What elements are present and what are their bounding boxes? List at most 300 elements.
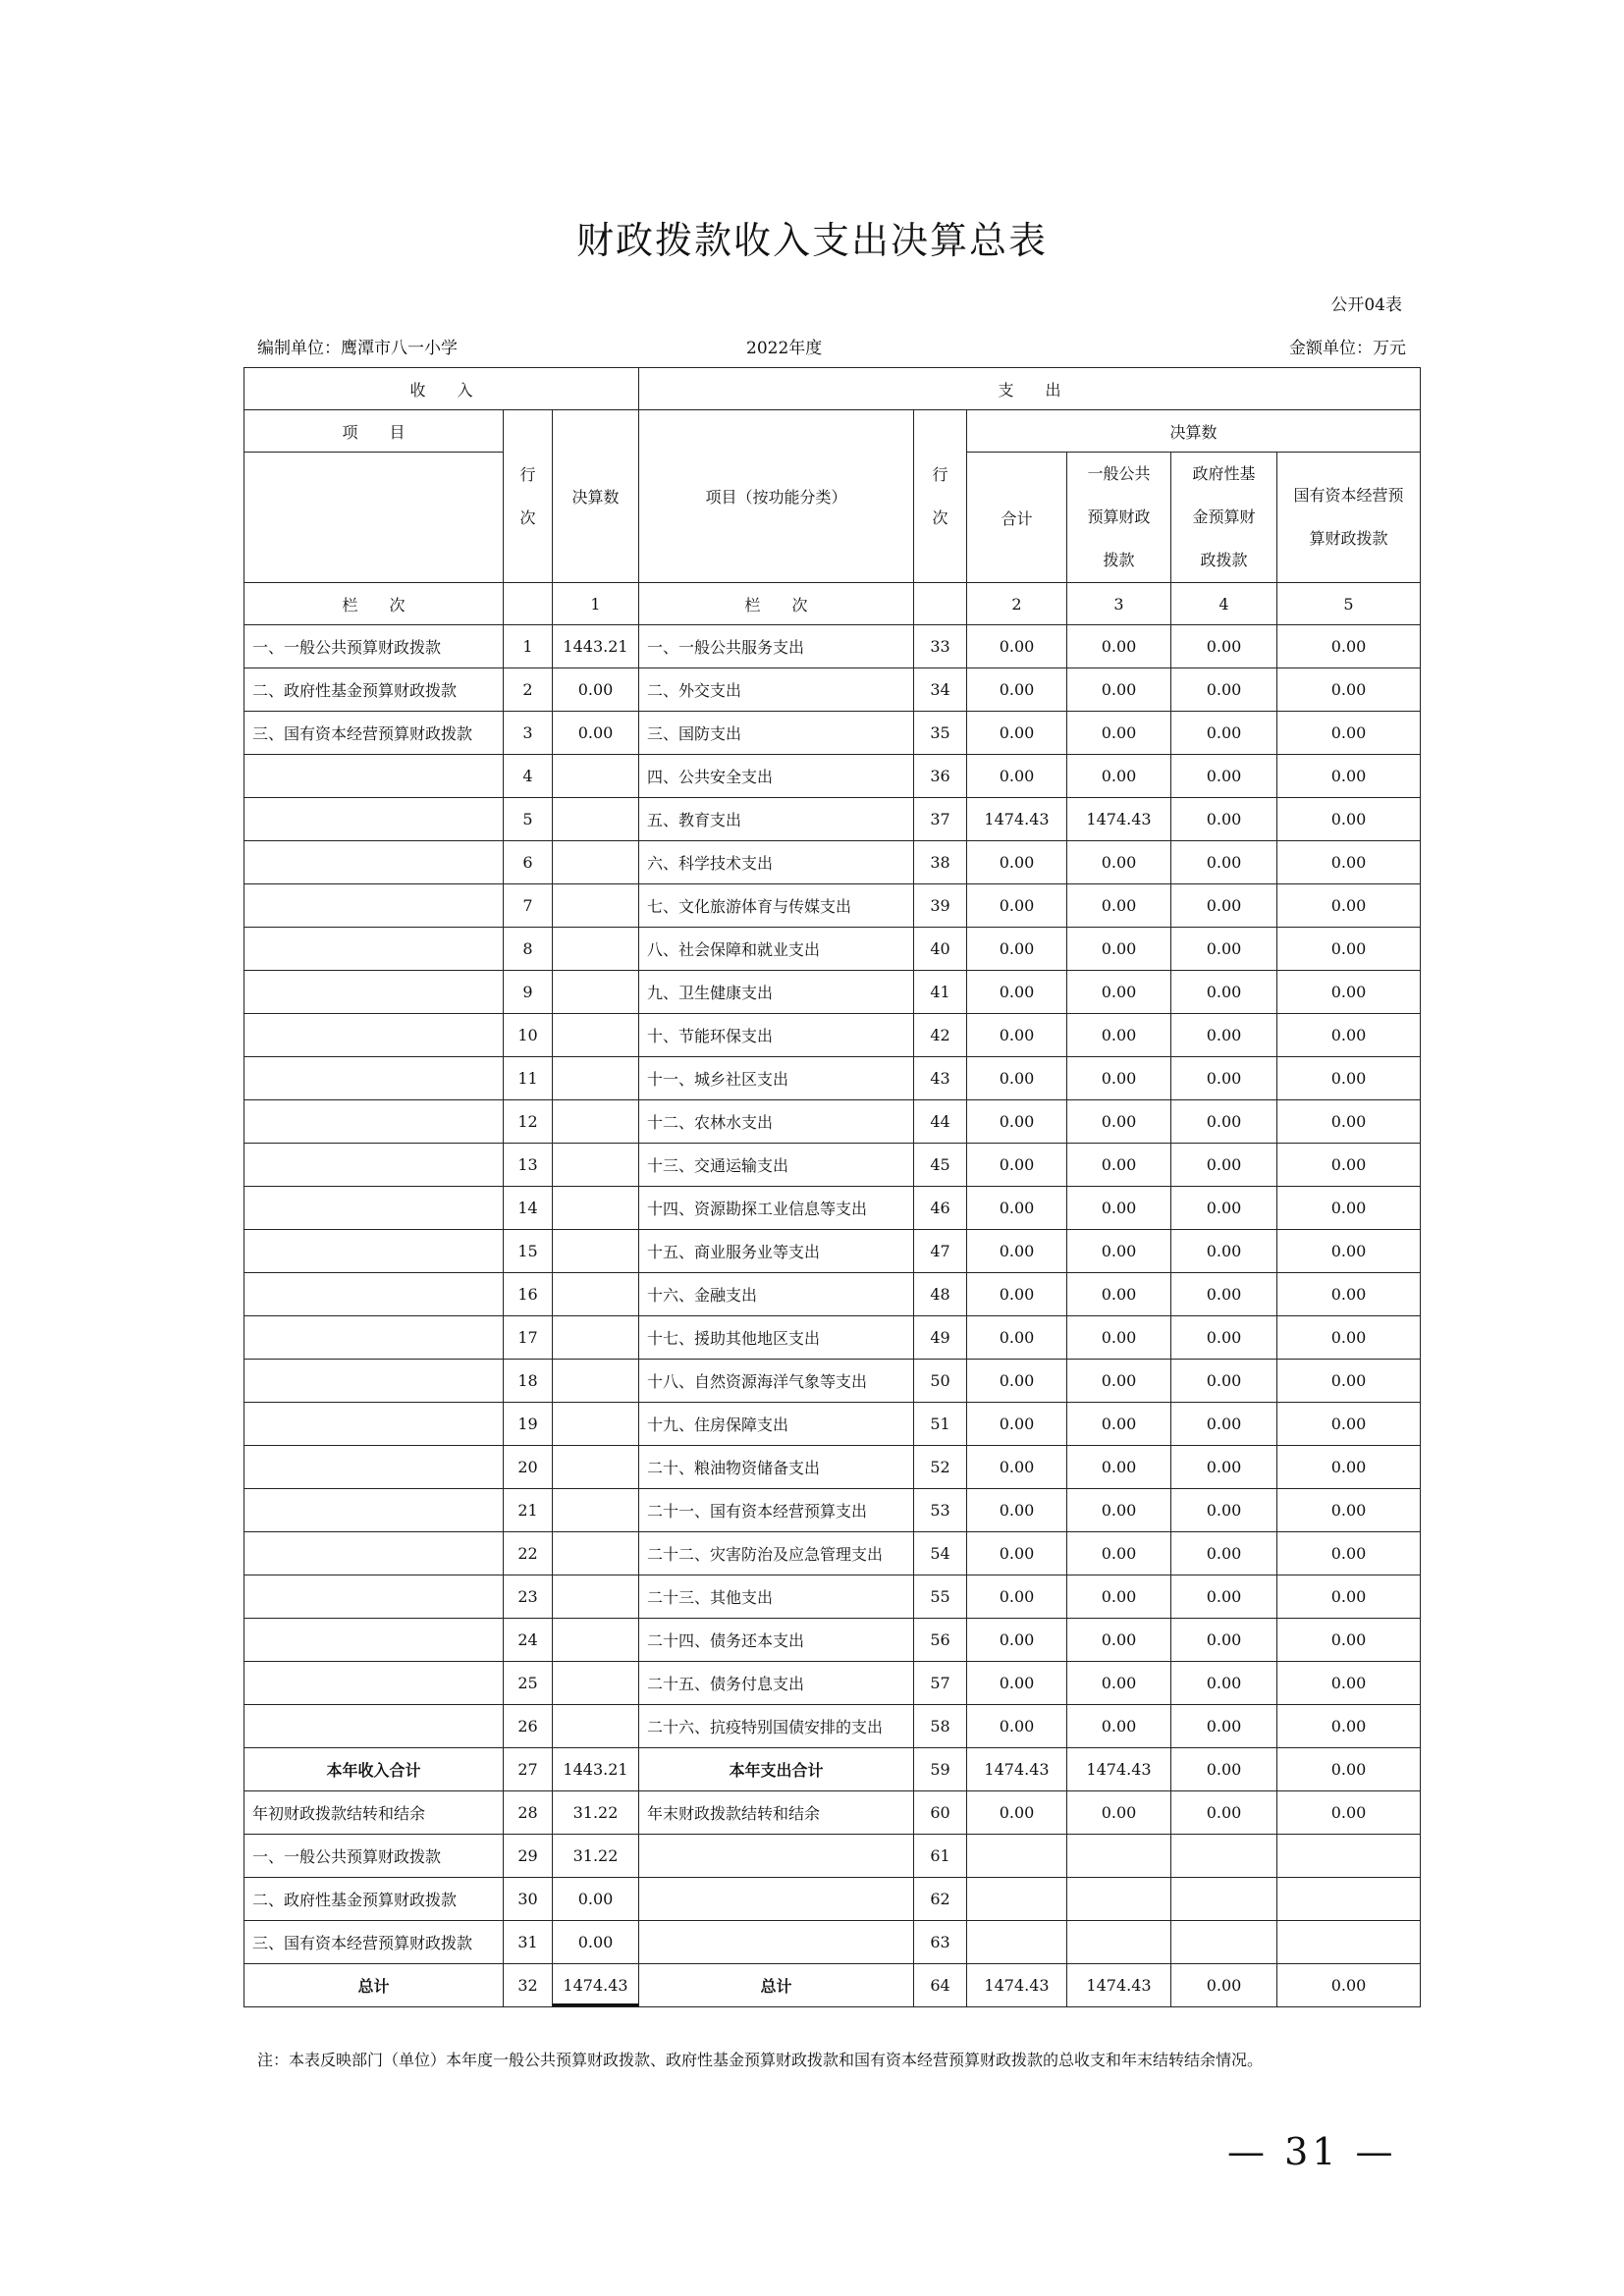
table-row: [244, 1273, 1421, 1316]
income-amount: [553, 1057, 639, 1100]
expense-fund: [1171, 1878, 1277, 1921]
expense-total: 0.00: [967, 884, 1067, 928]
settlement-table: [244, 367, 1421, 2007]
expense-row-no: 46: [914, 1187, 967, 1230]
income-row-no: 6: [504, 841, 553, 884]
income-item: [244, 1014, 504, 1057]
income-item: 总计: [244, 1964, 504, 2007]
summary-row: [244, 1835, 1421, 1878]
expense-row-no: 64: [914, 1964, 967, 2007]
income-amount: [553, 1403, 639, 1446]
expense-soe: 0.00: [1277, 1705, 1421, 1748]
income-row-no: 23: [504, 1575, 553, 1619]
expense-fund: 0.00: [1171, 1316, 1277, 1360]
income-item: [244, 1273, 504, 1316]
expense-row-no: 40: [914, 928, 967, 971]
income-row-no: 12: [504, 1100, 553, 1144]
expense-soe: 0.00: [1277, 841, 1421, 884]
income-row-no: 28: [504, 1791, 553, 1835]
expense-general: 0.00: [1067, 928, 1171, 971]
amount-header: 决算数: [553, 410, 639, 583]
income-row-no: 32: [504, 1964, 553, 2007]
table-row: [244, 755, 1421, 798]
expense-total: 0.00: [967, 1446, 1067, 1489]
table-row: [244, 1014, 1421, 1057]
expense-general: 0.00: [1067, 841, 1171, 884]
expense-general: 0.00: [1067, 625, 1171, 668]
expense-row-no: 59: [914, 1748, 967, 1791]
expense-fund: 0.00: [1171, 1662, 1277, 1705]
expense-general: 0.00: [1067, 1316, 1171, 1360]
income-row-no: 5: [504, 798, 553, 841]
summary-row: [244, 1748, 1421, 1791]
expense-fund: 0.00: [1171, 668, 1277, 712]
expense-row-no: 43: [914, 1057, 967, 1100]
expense-row-no: 51: [914, 1403, 967, 1446]
income-amount: [553, 841, 639, 884]
income-amount: [553, 1230, 639, 1273]
expense-item: 十、节能环保支出: [639, 1014, 914, 1057]
income-row-no: 3: [504, 712, 553, 755]
expense-row-no: 48: [914, 1273, 967, 1316]
income-amount: [553, 1360, 639, 1403]
table-row: [244, 1662, 1421, 1705]
expense-item: 十九、住房保障支出: [639, 1403, 914, 1446]
expense-fund: 0.00: [1171, 1187, 1277, 1230]
income-amount: [553, 1273, 639, 1316]
expense-soe: 0.00: [1277, 971, 1421, 1014]
expense-general: 0.00: [1067, 1705, 1171, 1748]
table-row: [244, 1057, 1421, 1100]
item-header-blank: [244, 453, 504, 583]
expense-fund: 0.00: [1171, 884, 1277, 928]
expense-item: 一、一般公共服务支出: [639, 625, 914, 668]
expense-total: 0.00: [967, 1057, 1067, 1100]
expense-row-no: 50: [914, 1360, 967, 1403]
income-amount: [553, 1100, 639, 1144]
income-row-no: 15: [504, 1230, 553, 1273]
expense-soe: 0.00: [1277, 668, 1421, 712]
income-item: [244, 928, 504, 971]
expense-soe: [1277, 1835, 1421, 1878]
expense-total: 1474.43: [967, 1964, 1067, 2007]
expense-row-no: 61: [914, 1835, 967, 1878]
table-row: [244, 1230, 1421, 1273]
expense-row-no: 45: [914, 1144, 967, 1187]
expense-row-no: 37: [914, 798, 967, 841]
expense-item: 二十一、国有资本经营预算支出: [639, 1489, 914, 1532]
expense-item: 二十三、其他支出: [639, 1575, 914, 1619]
income-amount: 0.00: [553, 1878, 639, 1921]
expense-row-no: 52: [914, 1446, 967, 1489]
income-item: [244, 884, 504, 928]
table-row: [244, 1316, 1421, 1360]
expense-item: 二十二、灾害防治及应急管理支出: [639, 1532, 914, 1575]
expense-row-no: 44: [914, 1100, 967, 1144]
table-row: [244, 928, 1421, 971]
expense-general: 0.00: [1067, 1532, 1171, 1575]
summary-row: [244, 1878, 1421, 1921]
expense-soe: 0.00: [1277, 712, 1421, 755]
expense-fund: 0.00: [1171, 1403, 1277, 1446]
expense-row-no: 42: [914, 1014, 967, 1057]
income-row-no: 21: [504, 1489, 553, 1532]
func-item-header: 项目（按功能分类）: [639, 410, 914, 583]
expense-item: 十一、城乡社区支出: [639, 1057, 914, 1100]
income-item: [244, 1230, 504, 1273]
expense-total: 0.00: [967, 1489, 1067, 1532]
expense-item: 十五、商业服务业等支出: [639, 1230, 914, 1273]
income-item: [244, 1446, 504, 1489]
expense-fund: 0.00: [1171, 625, 1277, 668]
table-row: [244, 625, 1421, 668]
expense-item: [639, 1921, 914, 1964]
expense-fund: 0.00: [1171, 1791, 1277, 1835]
expense-total: 0.00: [967, 841, 1067, 884]
expense-item: 十三、交通运输支出: [639, 1144, 914, 1187]
expense-soe: 0.00: [1277, 1144, 1421, 1187]
row-no-header: 行次: [504, 410, 553, 583]
summary-row: [244, 1964, 1421, 2007]
expense-soe: [1277, 1878, 1421, 1921]
income-row-no: 4: [504, 755, 553, 798]
income-row-no: 25: [504, 1662, 553, 1705]
expense-total: [967, 1878, 1067, 1921]
income-amount: [553, 1316, 639, 1360]
expense-row-no: 33: [914, 625, 967, 668]
income-item: 本年收入合计: [244, 1748, 504, 1791]
col-2: 2: [967, 583, 1067, 625]
compiling-unit: 编制单位：鹰潭市八一小学: [257, 339, 458, 358]
expense-general: 0.00: [1067, 884, 1171, 928]
page-number: — 31 —: [1227, 2130, 1397, 2173]
income-amount: [553, 971, 639, 1014]
expense-fund: 0.00: [1171, 1489, 1277, 1532]
income-item: [244, 1403, 504, 1446]
expense-row-no: 57: [914, 1662, 967, 1705]
income-item: 二、政府性基金预算财政拨款: [244, 1878, 504, 1921]
income-item: [244, 841, 504, 884]
expense-row-no: 56: [914, 1619, 967, 1662]
income-amount: [553, 798, 639, 841]
income-amount: 31.22: [553, 1791, 639, 1835]
expense-soe: 0.00: [1277, 1057, 1421, 1100]
expense-item: [639, 1835, 914, 1878]
expense-soe: 0.00: [1277, 1360, 1421, 1403]
table-row: [244, 1144, 1421, 1187]
income-amount: 0.00: [553, 668, 639, 712]
col-5: 5: [1277, 583, 1421, 625]
expense-item: 十八、自然资源海洋气象等支出: [639, 1360, 914, 1403]
expense-item: 五、教育支出: [639, 798, 914, 841]
expense-soe: 0.00: [1277, 755, 1421, 798]
expense-total: 0.00: [967, 928, 1067, 971]
expense-fund: 0.00: [1171, 971, 1277, 1014]
table-row: [244, 1403, 1421, 1446]
income-amount: [553, 755, 639, 798]
expense-fund: 0.00: [1171, 1532, 1277, 1575]
expense-row-no: 39: [914, 884, 967, 928]
expense-row-no: 58: [914, 1705, 967, 1748]
expense-item: 十七、援助其他地区支出: [639, 1316, 914, 1360]
table-note: 注：本表反映部门（单位）本年度一般公共预算财政拨款、政府性基金预算财政拨款和国有资本经营预算财政拨款的总收支和年末结转结余情况。: [257, 2051, 1264, 2069]
income-item: [244, 1360, 504, 1403]
expense-soe: 0.00: [1277, 928, 1421, 971]
income-row-no: 29: [504, 1835, 553, 1878]
income-item: [244, 1532, 504, 1575]
expense-soe: 0.00: [1277, 1619, 1421, 1662]
item-header: 项 目: [244, 410, 504, 453]
expense-total: 0.00: [967, 1532, 1067, 1575]
expense-fund: 0.00: [1171, 1446, 1277, 1489]
expense-row-no: 53: [914, 1489, 967, 1532]
expense-item: 二十六、抗疫特别国债安排的支出: [639, 1705, 914, 1748]
income-row-no: 10: [504, 1014, 553, 1057]
income-row-no: 13: [504, 1144, 553, 1187]
income-row-no: 1: [504, 625, 553, 668]
table-row: [244, 1532, 1421, 1575]
expense-item: 八、社会保障和就业支出: [639, 928, 914, 971]
expense-soe: 0.00: [1277, 1532, 1421, 1575]
table-row: [244, 1360, 1421, 1403]
expense-total: [967, 1921, 1067, 1964]
income-amount: [553, 1489, 639, 1532]
expense-item: 年末财政拨款结转和结余: [639, 1791, 914, 1835]
expense-soe: 0.00: [1277, 1230, 1421, 1273]
expense-total: 0.00: [967, 1403, 1067, 1446]
income-row-no: 2: [504, 668, 553, 712]
expense-general: [1067, 1835, 1171, 1878]
expense-total: 0.00: [967, 1100, 1067, 1144]
expense-general: 0.00: [1067, 1403, 1171, 1446]
expense-fund: 0.00: [1171, 1014, 1277, 1057]
expense-total: 0.00: [967, 668, 1067, 712]
general-header: 一般公共预算财政拨款: [1067, 453, 1171, 583]
income-amount: 1443.21: [553, 625, 639, 668]
col-label-2: 栏 次: [639, 583, 914, 625]
table-row: [244, 884, 1421, 928]
expense-fund: [1171, 1835, 1277, 1878]
expense-fund: 0.00: [1171, 1575, 1277, 1619]
expense-row-no: 62: [914, 1878, 967, 1921]
income-amount: [553, 928, 639, 971]
expense-general: 0.00: [1067, 1014, 1171, 1057]
expense-soe: 0.00: [1277, 1489, 1421, 1532]
expense-general: 0.00: [1067, 668, 1171, 712]
table-row: [244, 1187, 1421, 1230]
expense-fund: 0.00: [1171, 1230, 1277, 1273]
income-item: [244, 1057, 504, 1100]
expense-total: 0.00: [967, 1316, 1067, 1360]
expense-item: 二十五、债务付息支出: [639, 1662, 914, 1705]
expense-soe: 0.00: [1277, 884, 1421, 928]
income-item: 年初财政拨款结转和结余: [244, 1791, 504, 1835]
expense-total: [967, 1835, 1067, 1878]
col-3: 3: [1067, 583, 1171, 625]
expense-general: 0.00: [1067, 712, 1171, 755]
expense-row-no: 38: [914, 841, 967, 884]
income-amount: 1443.21: [553, 1748, 639, 1791]
col-blank: [504, 583, 553, 625]
expense-soe: 0.00: [1277, 625, 1421, 668]
expense-general: 0.00: [1067, 1230, 1171, 1273]
expense-fund: 0.00: [1171, 1748, 1277, 1791]
expense-item: 本年支出合计: [639, 1748, 914, 1791]
money-unit: 金额单位：万元: [1289, 339, 1406, 358]
col-1: 1: [553, 583, 639, 625]
expense-total: 0.00: [967, 1791, 1067, 1835]
expense-fund: 0.00: [1171, 755, 1277, 798]
expense-fund: [1171, 1921, 1277, 1964]
income-header: 收 入: [244, 368, 639, 410]
expense-general: 0.00: [1067, 755, 1171, 798]
expense-row-no: 35: [914, 712, 967, 755]
income-item: [244, 1619, 504, 1662]
expense-soe: [1277, 1921, 1421, 1964]
income-row-no: 27: [504, 1748, 553, 1791]
expense-fund: 0.00: [1171, 712, 1277, 755]
expense-item: 二、外交支出: [639, 668, 914, 712]
income-amount: [553, 1662, 639, 1705]
expense-fund: 0.00: [1171, 1144, 1277, 1187]
income-row-no: 11: [504, 1057, 553, 1100]
expense-row-no: 47: [914, 1230, 967, 1273]
fund-header: 政府性基金预算财政拨款: [1171, 453, 1277, 583]
expense-total: 0.00: [967, 1705, 1067, 1748]
income-item: [244, 755, 504, 798]
expense-total: 1474.43: [967, 1748, 1067, 1791]
total-header: 合计: [967, 453, 1067, 583]
fiscal-year: 2022年度: [746, 339, 823, 358]
expense-header: 支 出: [639, 368, 1421, 410]
expense-general: 0.00: [1067, 971, 1171, 1014]
expense-total: 0.00: [967, 712, 1067, 755]
income-item: [244, 1489, 504, 1532]
expense-soe: 0.00: [1277, 1273, 1421, 1316]
expense-total: 0.00: [967, 1230, 1067, 1273]
expense-total: 0.00: [967, 625, 1067, 668]
expense-general: 0.00: [1067, 1662, 1171, 1705]
income-row-no: 22: [504, 1532, 553, 1575]
col-blank-2: [914, 583, 967, 625]
income-amount: [553, 1532, 639, 1575]
col-4: 4: [1171, 583, 1277, 625]
table-row: [244, 798, 1421, 841]
expense-row-no: 34: [914, 668, 967, 712]
expense-item: 七、文化旅游体育与传媒支出: [639, 884, 914, 928]
table-row: [244, 1575, 1421, 1619]
form-number: 公开04表: [1330, 295, 1402, 315]
expense-item: 十四、资源勘探工业信息等支出: [639, 1187, 914, 1230]
income-row-no: 7: [504, 884, 553, 928]
income-item: [244, 1100, 504, 1144]
expense-general: 0.00: [1067, 1187, 1171, 1230]
income-amount: 1474.43: [553, 1964, 639, 2007]
expense-item: 二十、粮油物资储备支出: [639, 1446, 914, 1489]
expense-soe: 0.00: [1277, 1575, 1421, 1619]
expense-item: 三、国防支出: [639, 712, 914, 755]
expense-total: 0.00: [967, 755, 1067, 798]
expense-row-no: 41: [914, 971, 967, 1014]
expense-fund: 0.00: [1171, 1964, 1277, 2007]
income-item: [244, 1187, 504, 1230]
expense-item: 六、科学技术支出: [639, 841, 914, 884]
expense-item: 九、卫生健康支出: [639, 971, 914, 1014]
expense-row-no: 54: [914, 1532, 967, 1575]
income-amount: [553, 884, 639, 928]
income-item: [244, 1575, 504, 1619]
expense-general: 0.00: [1067, 1619, 1171, 1662]
income-item: 三、国有资本经营预算财政拨款: [244, 1921, 504, 1964]
expense-total: 0.00: [967, 1662, 1067, 1705]
income-item: [244, 1662, 504, 1705]
expense-general: 0.00: [1067, 1446, 1171, 1489]
table-row: [244, 1489, 1421, 1532]
income-amount: [553, 1619, 639, 1662]
income-row-no: 18: [504, 1360, 553, 1403]
income-row-no: 24: [504, 1619, 553, 1662]
expense-row-no: 36: [914, 755, 967, 798]
income-row-no: 20: [504, 1446, 553, 1489]
income-amount: 31.22: [553, 1835, 639, 1878]
expense-total: 0.00: [967, 1014, 1067, 1057]
table-row: [244, 971, 1421, 1014]
income-row-no: 17: [504, 1316, 553, 1360]
expense-fund: 0.00: [1171, 1057, 1277, 1100]
income-item: [244, 1705, 504, 1748]
expense-fund: 0.00: [1171, 1273, 1277, 1316]
income-row-no: 31: [504, 1921, 553, 1964]
income-row-no: 16: [504, 1273, 553, 1316]
expense-row-no: 60: [914, 1791, 967, 1835]
settle-header: 决算数: [967, 410, 1421, 453]
expense-general: 0.00: [1067, 1057, 1171, 1100]
income-amount: 0.00: [553, 712, 639, 755]
expense-row-no: 55: [914, 1575, 967, 1619]
table-row: [244, 668, 1421, 712]
income-item: [244, 798, 504, 841]
expense-soe: 0.00: [1277, 1403, 1421, 1446]
row-no-header-2: 行次: [914, 410, 967, 583]
expense-total: 0.00: [967, 1619, 1067, 1662]
expense-fund: 0.00: [1171, 798, 1277, 841]
expense-item: 十六、金融支出: [639, 1273, 914, 1316]
expense-soe: 0.00: [1277, 1014, 1421, 1057]
income-amount: [553, 1144, 639, 1187]
expense-general: 1474.43: [1067, 1964, 1171, 2007]
expense-fund: 0.00: [1171, 1705, 1277, 1748]
expense-soe: 0.00: [1277, 1662, 1421, 1705]
expense-soe: 0.00: [1277, 798, 1421, 841]
expense-general: 1474.43: [1067, 798, 1171, 841]
expense-total: 1474.43: [967, 798, 1067, 841]
expense-total: 0.00: [967, 1575, 1067, 1619]
table-row: [244, 841, 1421, 884]
income-item: 一、一般公共预算财政拨款: [244, 625, 504, 668]
expense-general: 1474.43: [1067, 1748, 1171, 1791]
expense-fund: 0.00: [1171, 1619, 1277, 1662]
expense-soe: 0.00: [1277, 1748, 1421, 1791]
expense-item: 十二、农林水支出: [639, 1100, 914, 1144]
income-amount: [553, 1014, 639, 1057]
expense-total: 0.00: [967, 1144, 1067, 1187]
expense-soe: 0.00: [1277, 1446, 1421, 1489]
expense-item: 总计: [639, 1964, 914, 2007]
table-row: [244, 1100, 1421, 1144]
income-amount: [553, 1187, 639, 1230]
expense-fund: 0.00: [1171, 928, 1277, 971]
expense-general: 0.00: [1067, 1575, 1171, 1619]
